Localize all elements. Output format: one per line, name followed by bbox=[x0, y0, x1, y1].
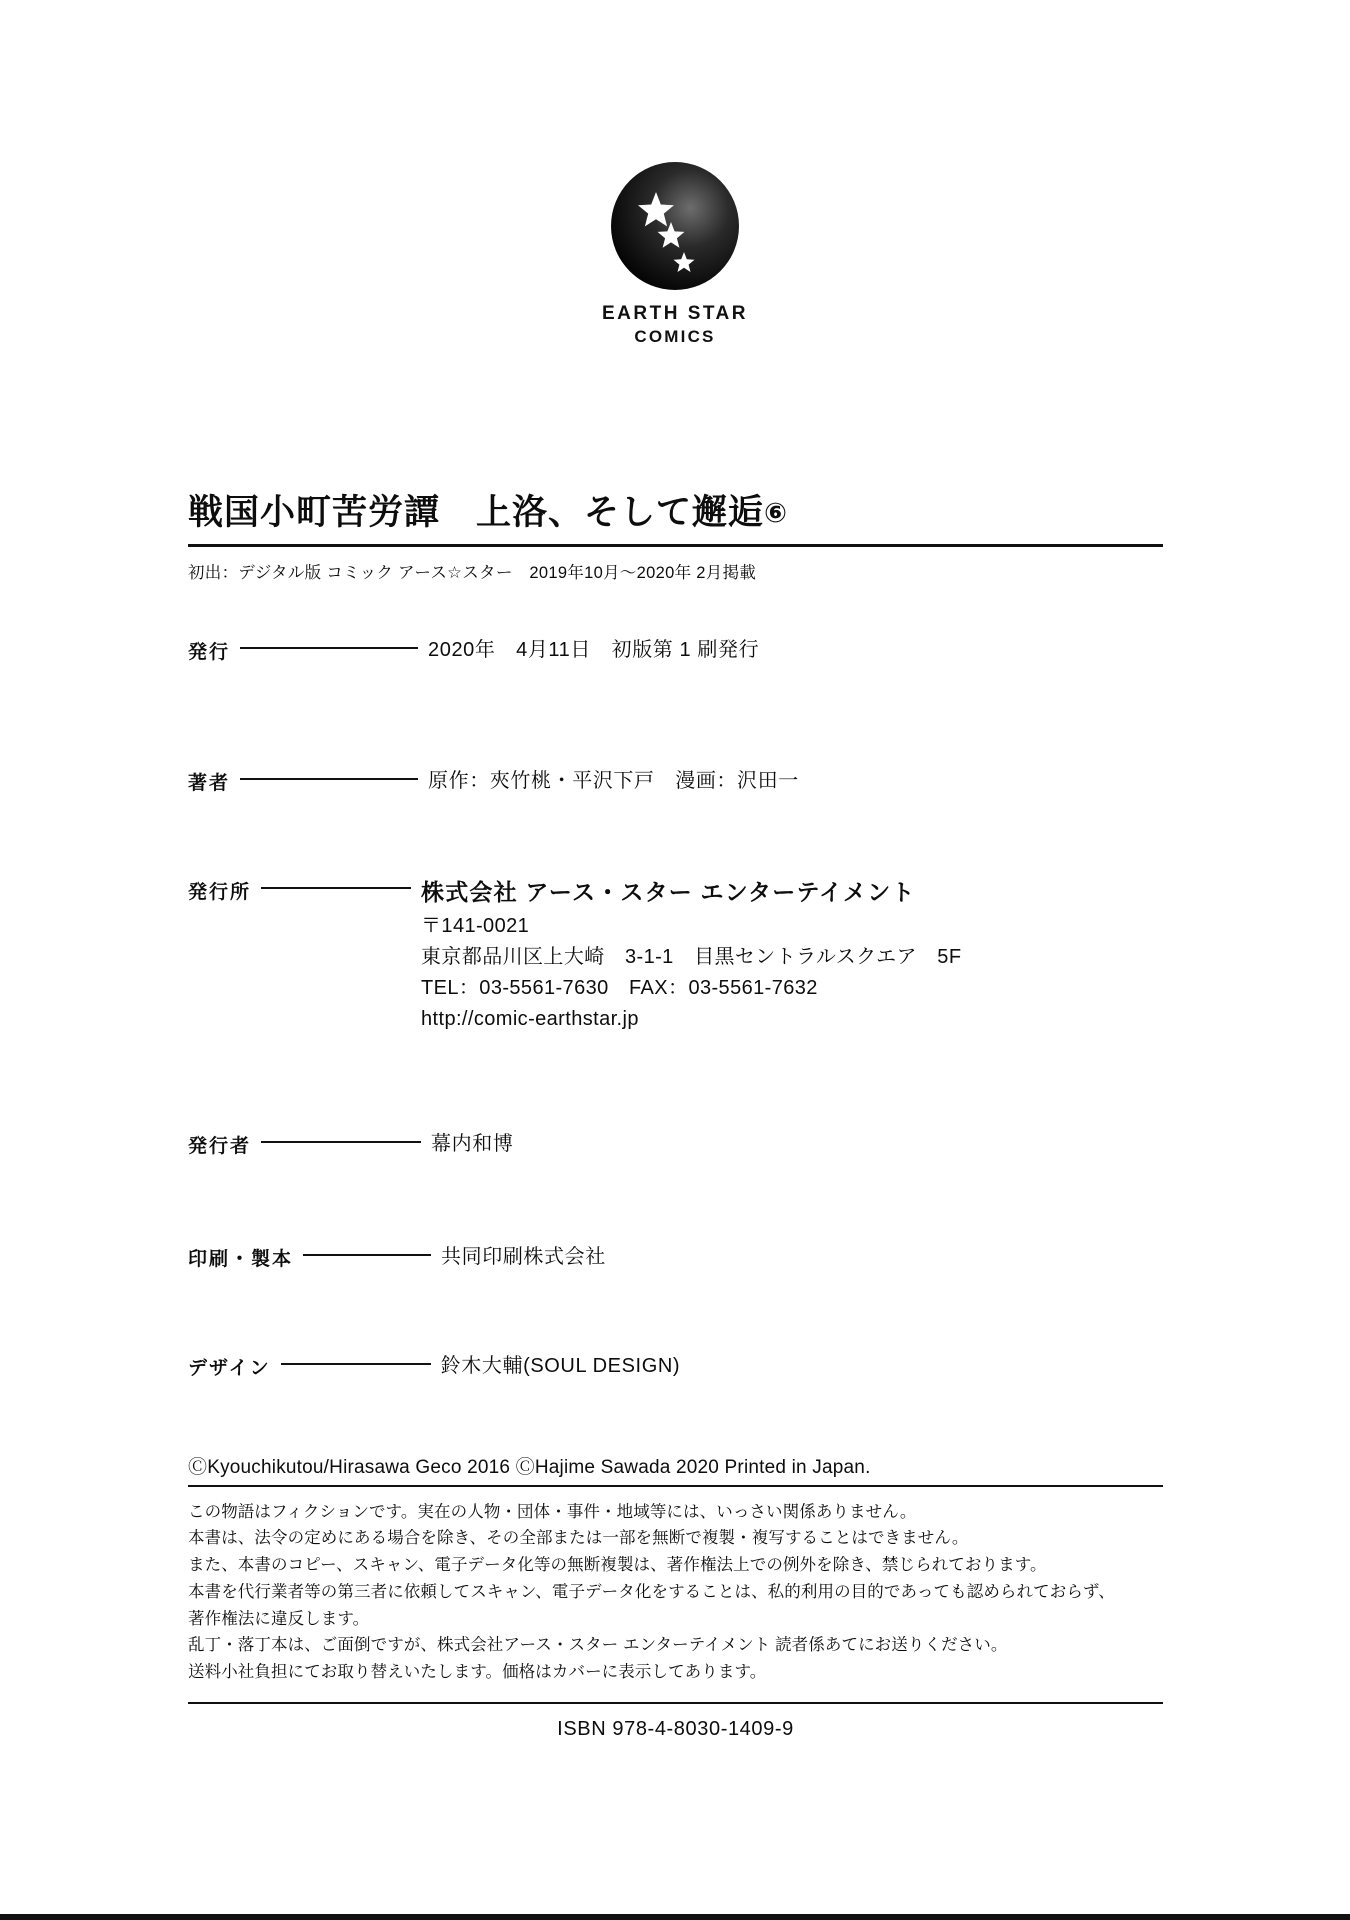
row-publication-date bbox=[188, 635, 1163, 666]
legal-note-line: 乱丁・落丁本は、ご面倒ですが、株式会社アース・スター エンターテイメント 読者係あてにお送りください。 bbox=[188, 1636, 1008, 1655]
row-label: 発行所 bbox=[188, 882, 252, 903]
book-title bbox=[188, 492, 1163, 542]
row-value: 2020年 4月11日 初版第 1 刷発行 bbox=[428, 639, 760, 661]
row-label: 著者 bbox=[188, 773, 231, 794]
legal-note-line: 本書は、法令の定めにある場合を除き、その全部または一部を無断で複製・複写することはできません。 bbox=[188, 1529, 969, 1548]
logo-wordmark bbox=[0, 302, 1350, 347]
publisher-phone-fax: TEL：03-5561-7630 FAX：03-5561-7632 bbox=[421, 976, 818, 999]
isbn: ISBN 978-4-8030-1409-9 bbox=[557, 1717, 794, 1740]
legal-note-line: この物語はフィクションです。実在の人物・団体・事件・地域等には、いっさい関係ありません。 bbox=[188, 1502, 917, 1521]
leader-line bbox=[281, 1349, 431, 1365]
row-label: 発行者 bbox=[188, 1135, 252, 1157]
legal-note-line: 著作権法に違反します。 bbox=[188, 1609, 370, 1628]
publisher-name: 株式会社 アース・スター エンターテイメント bbox=[421, 879, 916, 905]
earth-star-comics-logo-icon bbox=[609, 160, 741, 292]
leader-line bbox=[261, 1127, 421, 1143]
row-label: 発行 bbox=[188, 642, 231, 663]
row-label: 印刷・製本 bbox=[188, 1248, 294, 1270]
book-title-text: 戦国小町苦労譚 上洛、そして邂逅 bbox=[188, 493, 765, 532]
leader-line bbox=[240, 764, 418, 780]
row-authors bbox=[188, 766, 1163, 797]
row-value: 鈴木大輔(SOUL DESIGN) bbox=[440, 1354, 681, 1377]
publisher-logo bbox=[0, 160, 1350, 347]
legal-note-line: 送料小社負担にてお取り替えいたします。価格はカバーに表示してあります。 bbox=[188, 1662, 767, 1681]
logo-line-1: EARTH STAR bbox=[601, 303, 749, 324]
leader-line bbox=[240, 633, 418, 649]
isbn-rule bbox=[188, 1702, 1163, 1704]
row-value: 原作：夾竹桃・平沢下戸 漫画：沢田一 bbox=[428, 770, 799, 792]
leader-line bbox=[261, 873, 411, 889]
copyright-rule bbox=[188, 1485, 1163, 1487]
legal-note-line: 本書を代行業者等の第三者に依頼してスキャン、電子データ化をすることは、私的利用の目的であっても認められておらず、 bbox=[188, 1582, 1115, 1601]
volume-number: ⑥ bbox=[764, 498, 788, 528]
row-publisher bbox=[188, 875, 1163, 1035]
bottom-bar bbox=[0, 1914, 1350, 1920]
copyright-line: ⒸKyouchikutou/Hirasawa Geco 2016 ⒸHajime Sawada 2020 Printed in Japan. bbox=[188, 1456, 871, 1478]
legal-note-line: また、本書のコピー、スキャン、電子データ化等の無断複製は、著作権法上での例外を除き、禁じられております。 bbox=[188, 1556, 1047, 1575]
row-issuer bbox=[188, 1129, 1163, 1160]
row-printing-binding bbox=[188, 1242, 1163, 1273]
row-value: 幕内和博 bbox=[431, 1132, 514, 1155]
title-rule bbox=[188, 544, 1163, 547]
row-design bbox=[188, 1351, 1163, 1382]
publisher-website[interactable]: http://comic-earthstar.jp bbox=[421, 1007, 639, 1030]
row-label: デザイン bbox=[188, 1357, 271, 1379]
publisher-address: 東京都品川区上大崎 3-1-1 目黒セントラルスクエア 5F bbox=[421, 945, 962, 968]
colophon bbox=[188, 492, 1163, 1741]
first-publication: 初出：デジタル版 コミック アース☆スター 2019年10月〜2020年 2月掲載 bbox=[188, 564, 757, 582]
leader-line bbox=[303, 1240, 431, 1256]
legal-notes bbox=[188, 1499, 1163, 1686]
publisher-postal-code: 〒141-0021 bbox=[421, 914, 530, 937]
row-value: 共同印刷株式会社 bbox=[441, 1245, 606, 1268]
logo-line-2: COMICS bbox=[634, 326, 716, 346]
